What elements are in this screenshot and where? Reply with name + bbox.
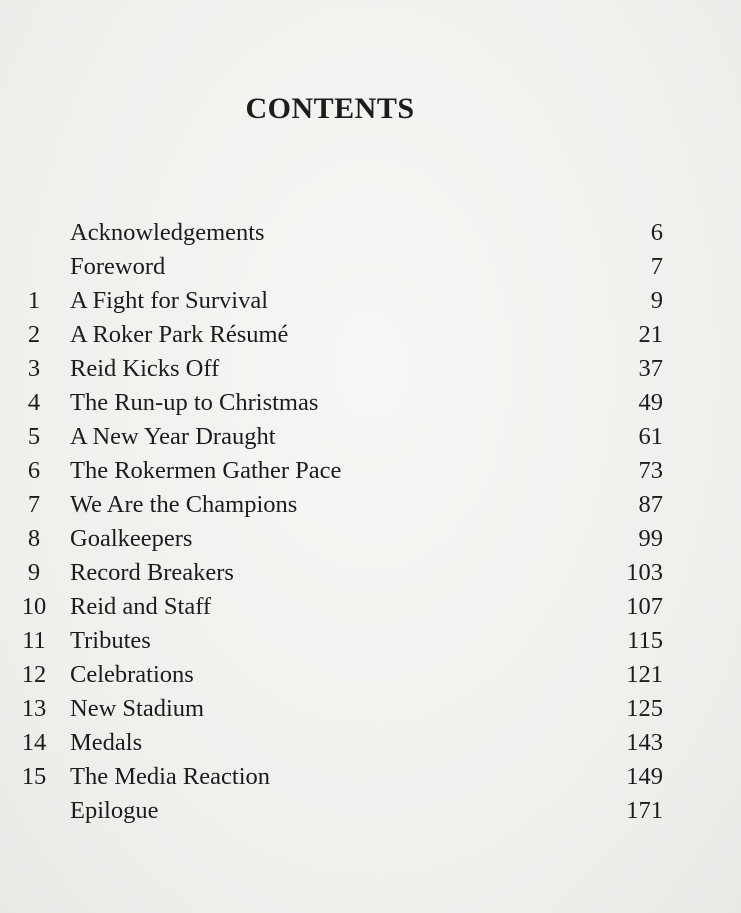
chapter-title: Goalkeepers bbox=[70, 525, 193, 552]
chapter-title: Celebrations bbox=[70, 661, 194, 688]
chapter-title: A New Year Draught bbox=[70, 423, 276, 450]
chapter-number: 7 bbox=[27, 491, 41, 518]
page-number: 103 bbox=[626, 559, 663, 586]
page-number: 115 bbox=[627, 627, 663, 654]
toc-entry bbox=[0, 658, 741, 692]
chapter-title: Reid Kicks Off bbox=[70, 355, 220, 382]
chapter-number: 11 bbox=[22, 627, 46, 654]
toc-entry bbox=[0, 284, 741, 318]
chapter-number: 6 bbox=[27, 457, 41, 484]
chapter-number: 8 bbox=[27, 525, 41, 552]
toc-entry bbox=[0, 386, 741, 420]
chapter-title: We Are the Champions bbox=[70, 491, 298, 518]
toc-entry bbox=[0, 522, 741, 556]
chapter-number: 4 bbox=[27, 389, 41, 416]
chapter-number: 9 bbox=[27, 559, 41, 586]
chapter-title: Record Breakers bbox=[70, 559, 234, 586]
chapter-number: 14 bbox=[21, 729, 47, 756]
toc-entry bbox=[0, 726, 741, 760]
page-number: 49 bbox=[638, 389, 663, 416]
table-of-contents bbox=[0, 216, 741, 828]
chapter-title: The Media Reaction bbox=[70, 763, 271, 790]
toc-entry bbox=[0, 420, 741, 454]
toc-entry bbox=[0, 556, 741, 590]
chapter-number: 5 bbox=[27, 423, 41, 450]
page-number: 73 bbox=[638, 457, 663, 484]
page-number: 9 bbox=[650, 287, 663, 314]
toc-entry bbox=[0, 590, 741, 624]
page-number: 7 bbox=[650, 253, 663, 280]
chapter-title: Reid and Staff bbox=[70, 593, 212, 620]
page-title: CONTENTS bbox=[245, 92, 415, 125]
page-number: 125 bbox=[626, 695, 663, 722]
page-number: 143 bbox=[626, 729, 663, 756]
toc-entry bbox=[0, 794, 741, 828]
toc-entry bbox=[0, 488, 741, 522]
page-number: 99 bbox=[638, 525, 663, 552]
toc-entry bbox=[0, 250, 741, 284]
toc-entry bbox=[0, 352, 741, 386]
chapter-number: 12 bbox=[21, 661, 47, 688]
toc-entry bbox=[0, 318, 741, 352]
chapter-number: 3 bbox=[27, 355, 41, 382]
chapter-title: A Fight for Survival bbox=[70, 287, 269, 314]
toc-entry bbox=[0, 692, 741, 726]
page-number: 37 bbox=[638, 355, 663, 382]
toc-entry bbox=[0, 624, 741, 658]
page-number: 87 bbox=[638, 491, 663, 518]
chapter-number: 15 bbox=[21, 763, 47, 790]
page-number: 171 bbox=[626, 797, 663, 824]
chapter-title: New Stadium bbox=[70, 695, 205, 722]
toc-entry bbox=[0, 216, 741, 250]
page-number: 6 bbox=[650, 219, 663, 246]
chapter-title: Foreword bbox=[70, 253, 166, 280]
chapter-title: Medals bbox=[70, 729, 143, 756]
chapter-number: 13 bbox=[21, 695, 47, 722]
page-number: 121 bbox=[626, 661, 663, 688]
chapter-title: The Rokermen Gather Pace bbox=[70, 457, 342, 484]
toc-entry bbox=[0, 760, 741, 794]
page-number: 107 bbox=[626, 593, 663, 620]
page-number: 61 bbox=[638, 423, 663, 450]
page-number: 21 bbox=[638, 321, 663, 348]
chapter-title: Acknowledgements bbox=[70, 219, 265, 246]
chapter-title: A Roker Park Résumé bbox=[70, 321, 289, 348]
chapter-title: Tributes bbox=[70, 627, 151, 654]
chapter-title: Epilogue bbox=[70, 797, 159, 824]
page-number: 149 bbox=[626, 763, 663, 790]
toc-entry bbox=[0, 454, 741, 488]
chapter-title: The Run-up to Christmas bbox=[70, 389, 319, 416]
chapter-number: 2 bbox=[27, 321, 41, 348]
chapter-number: 1 bbox=[27, 287, 41, 314]
chapter-number: 10 bbox=[21, 593, 47, 620]
